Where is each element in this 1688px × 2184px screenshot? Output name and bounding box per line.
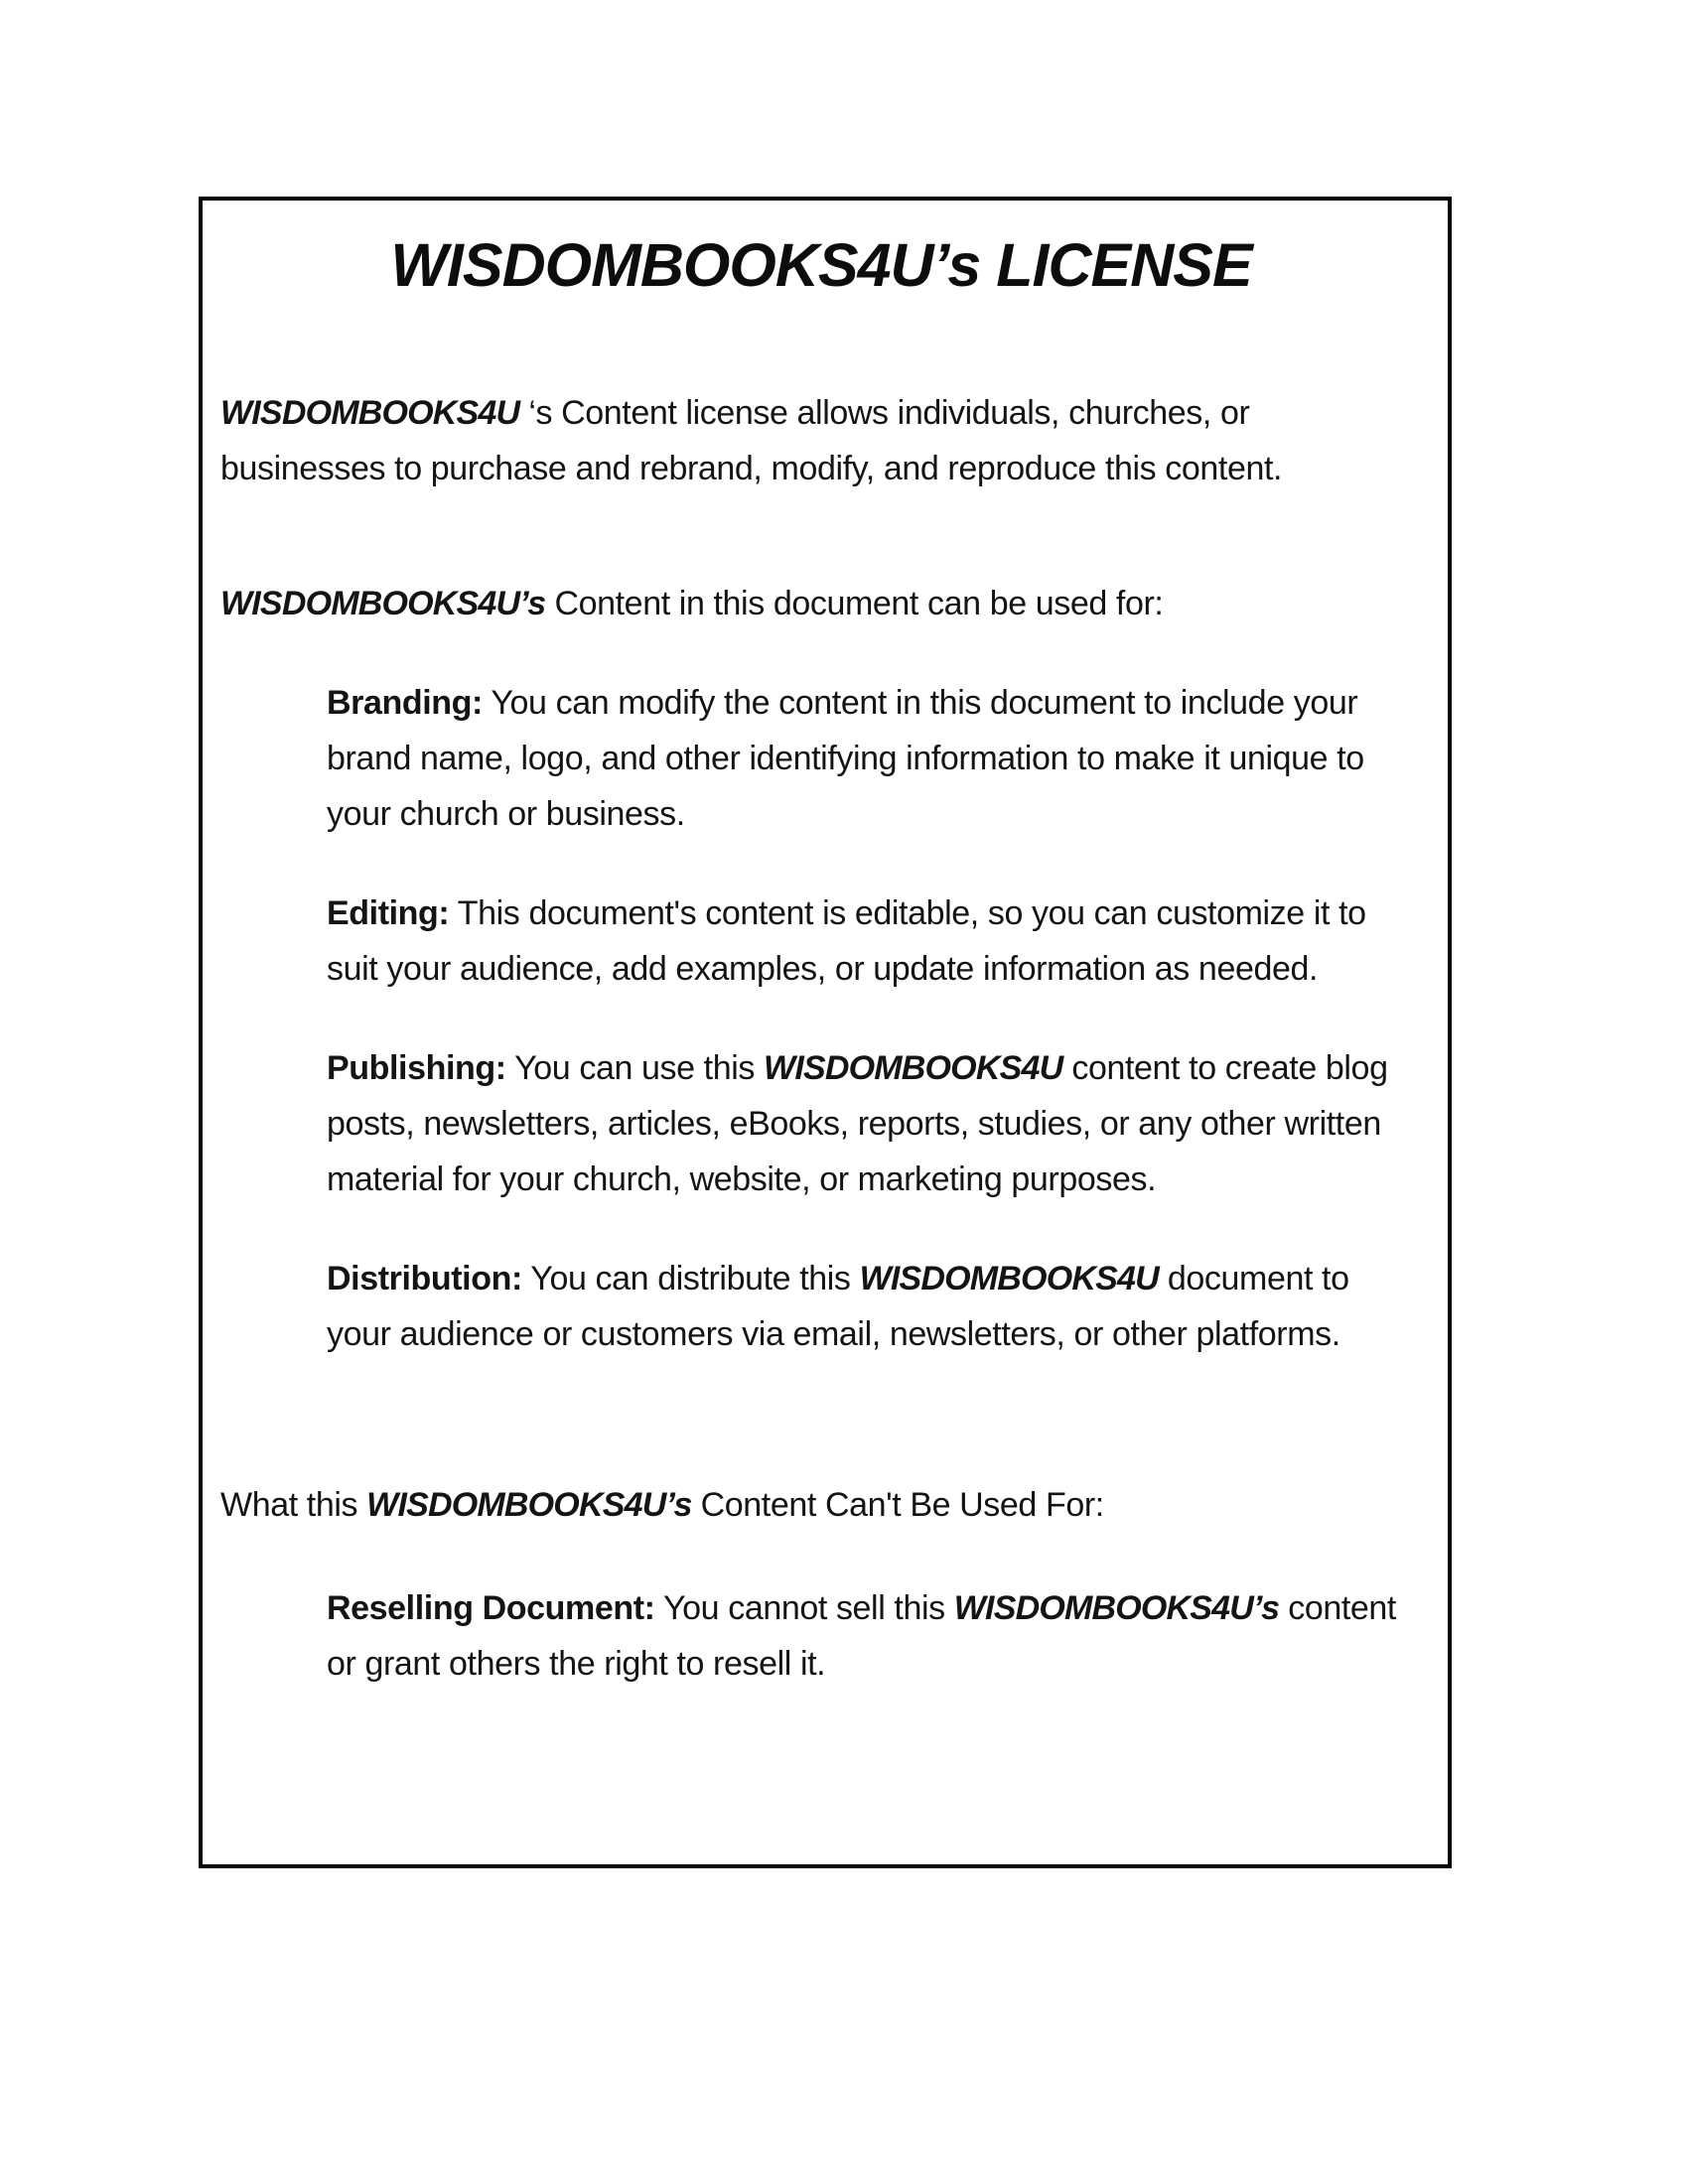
item-label: Reselling Document: — [327, 1589, 655, 1627]
used-for-heading — [220, 576, 1422, 631]
brand-name: WISDOMBOOKS4U — [220, 394, 520, 432]
license-box — [199, 197, 1452, 1868]
heading-text: Content Can't Be Used For: — [691, 1486, 1104, 1524]
item-text: You cannot sell this — [654, 1589, 954, 1627]
item-text: You can use this — [505, 1049, 765, 1087]
brand-name: WISDOMBOOKS4U’s — [366, 1486, 692, 1524]
item-label: Branding: — [327, 684, 483, 722]
brand-name: WISDOMBOOKS4U’s — [220, 585, 546, 622]
item-editing — [327, 886, 1422, 997]
intro-text: ‘s Content license allows individuals, churches, or businesses to purchase and rebrand, modify, and reproduce this content. — [220, 394, 1283, 487]
heading-text: What this — [220, 1486, 367, 1524]
brand-name: WISDOMBOOKS4U’s — [953, 1589, 1280, 1627]
item-branding — [327, 675, 1422, 842]
page-title: WISDOMBOOKS4U’s LICENSE — [390, 231, 1252, 299]
item-label: Editing: — [327, 894, 450, 932]
intro-paragraph — [220, 385, 1422, 496]
item-distribution — [327, 1251, 1422, 1362]
item-text: You can distribute this — [521, 1260, 860, 1297]
item-text: content or grant others the right to resell it. — [327, 1589, 1396, 1683]
brand-name: WISDOMBOOKS4U — [764, 1049, 1063, 1087]
brand-name: WISDOMBOOKS4U — [859, 1260, 1159, 1297]
cant-be-used-heading — [220, 1477, 1422, 1533]
item-publishing — [327, 1040, 1422, 1207]
used-for-heading-text: Content in this document can be used for: — [545, 585, 1164, 622]
item-text: content to create blog posts, newsletters, articles, eBooks, reports, studies, or any other written material for your church, website, or marketing purposes. — [327, 1049, 1388, 1198]
item-label: Distribution: — [327, 1260, 522, 1297]
item-label: Publishing: — [327, 1049, 506, 1087]
item-text: document to your audience or customers via email, newsletters, or other platforms. — [327, 1260, 1349, 1353]
item-reselling — [327, 1580, 1422, 1692]
item-text: This document's content is editable, so you can customize it to suit your audience, add examples, or update information as needed. — [327, 894, 1366, 988]
item-text: You can modify the content in this document to include your brand name, logo, and other identifying information to make it unique to your church or business. — [327, 684, 1364, 833]
